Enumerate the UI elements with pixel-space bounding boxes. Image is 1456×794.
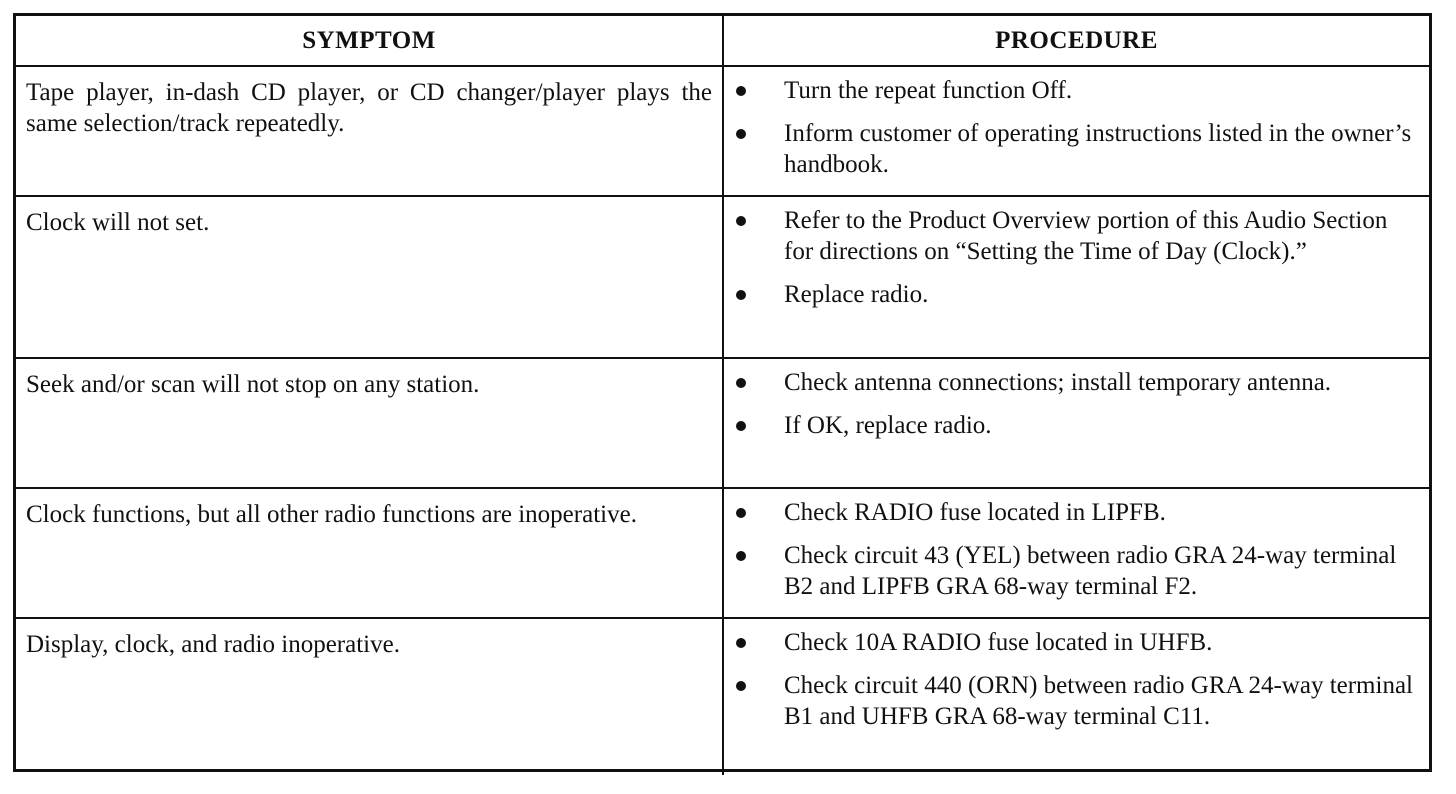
table-row — [16, 618, 1429, 775]
procedure-step — [732, 627, 1419, 658]
procedure-cell — [723, 196, 1429, 358]
procedure-column-header: PROCEDURE — [723, 16, 1429, 66]
symptom-cell: Display, clock, and radio inoperative. — [16, 618, 723, 775]
bullet-icon — [736, 378, 746, 388]
procedure-step — [732, 118, 1419, 180]
procedure-step-text: Turn the repeat function Off. — [784, 77, 1073, 104]
symptom-cell: Clock functions, but all other radio functions are inoperative. — [16, 488, 723, 618]
table-row — [16, 358, 1429, 488]
procedure-step-text: Inform customer of operating instructions listed in the owner’s handbook. — [784, 120, 1412, 178]
symptom-procedure-table-frame — [13, 13, 1432, 772]
bullet-icon — [736, 86, 746, 96]
bullet-icon — [736, 681, 746, 691]
procedure-step-text: Replace radio. — [784, 281, 929, 308]
procedure-step-text: Check circuit 440 (ORN) between radio GRA 24-way terminal B1 and UHFB GRA 68-way terminal C11. — [784, 672, 1413, 730]
table-row — [16, 488, 1429, 618]
procedure-step-text: If OK, replace radio. — [784, 412, 992, 439]
procedure-list — [732, 205, 1419, 310]
symptom-cell: Clock will not set. — [16, 196, 723, 358]
procedure-cell — [723, 488, 1429, 618]
procedure-step — [732, 279, 1419, 310]
bullet-icon — [736, 508, 746, 518]
procedure-step-text: Check antenna connections; install temporary antenna. — [784, 369, 1332, 396]
procedure-step — [732, 670, 1419, 732]
procedure-step — [732, 410, 1419, 441]
table-header-row — [16, 16, 1429, 66]
symptom-cell: Tape player, in-dash CD player, or CD changer/player plays the same selection/track repeatedly. — [16, 66, 723, 196]
procedure-list — [732, 627, 1419, 732]
table-row — [16, 66, 1429, 196]
procedure-list — [732, 367, 1419, 441]
procedure-step-text: Check RADIO fuse located in LIPFB. — [784, 499, 1166, 526]
symptom-cell: Seek and/or scan will not stop on any station. — [16, 358, 723, 488]
procedure-step-text: Check 10A RADIO fuse located in UHFB. — [784, 629, 1213, 656]
symptom-column-header: SYMPTOM — [16, 16, 723, 66]
procedure-cell — [723, 618, 1429, 775]
bullet-icon — [736, 290, 746, 300]
procedure-step — [732, 497, 1419, 528]
bullet-icon — [736, 129, 746, 139]
table-row — [16, 196, 1429, 358]
symptom-procedure-table — [16, 16, 1429, 775]
procedure-list — [732, 75, 1419, 180]
bullet-icon — [736, 551, 746, 561]
procedure-step-text: Check circuit 43 (YEL) between radio GRA 24-way terminal B2 and LIPFB GRA 68-way terminal F2. — [784, 542, 1397, 600]
bullet-icon — [736, 216, 746, 226]
bullet-icon — [736, 638, 746, 648]
procedure-list — [732, 497, 1419, 602]
procedure-cell — [723, 66, 1429, 196]
procedure-step — [732, 540, 1419, 602]
procedure-cell — [723, 358, 1429, 488]
procedure-step — [732, 367, 1419, 398]
procedure-step-text: Refer to the Product Overview portion of this Audio Section for directions on “Setting the Time of Day (Clock).” — [784, 207, 1388, 265]
procedure-step — [732, 205, 1419, 267]
procedure-step — [732, 75, 1419, 106]
bullet-icon — [736, 421, 746, 431]
